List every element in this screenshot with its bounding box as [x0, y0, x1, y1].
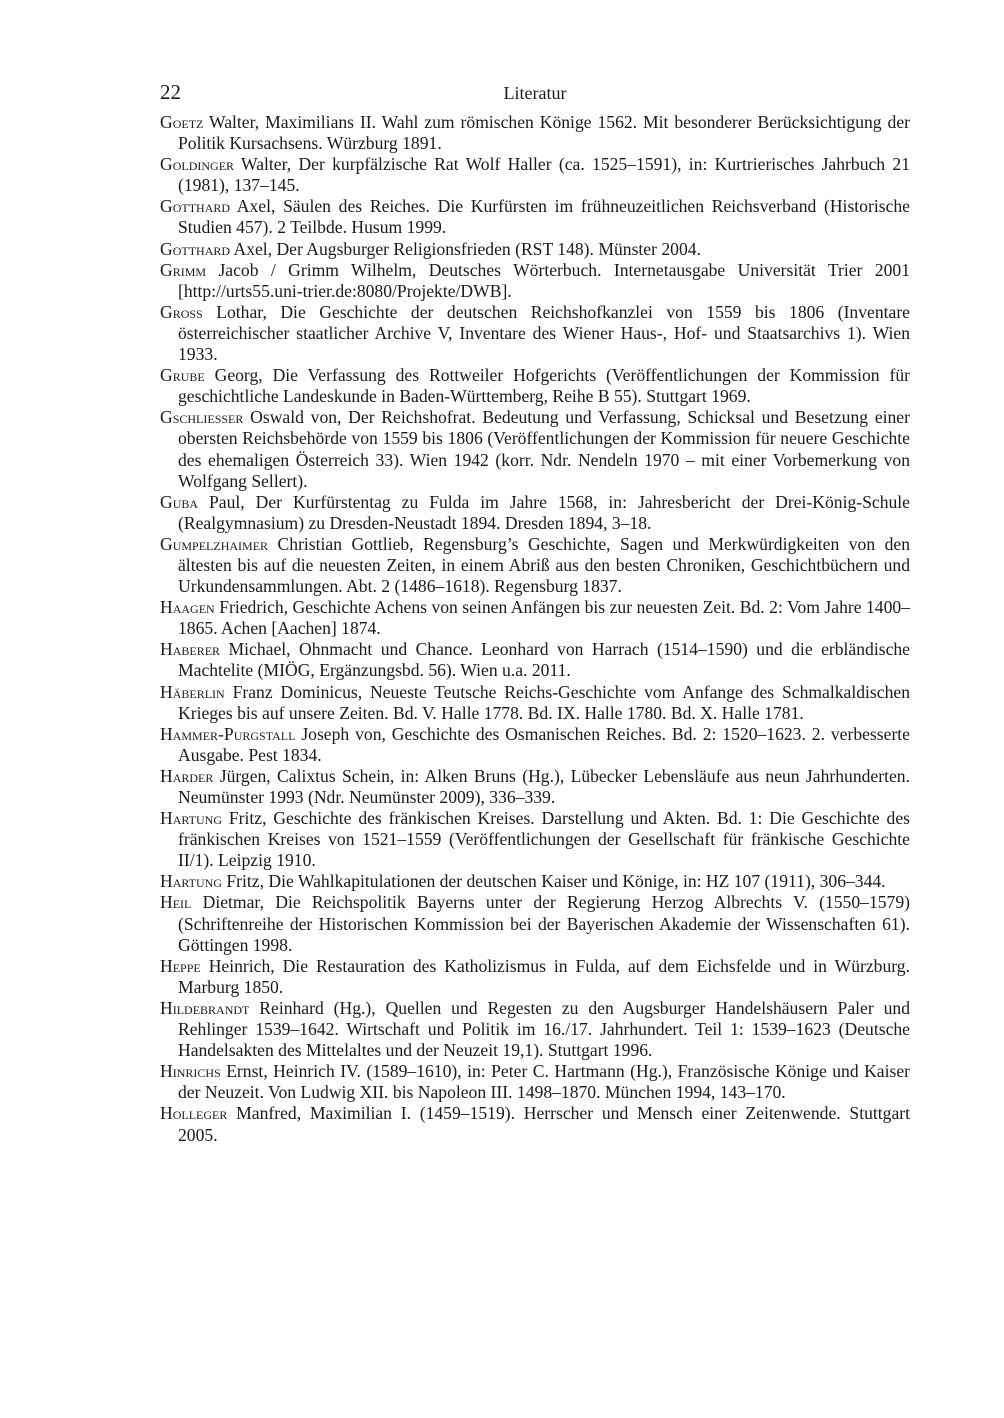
- entry-author: Hammer-Purgstall: [160, 723, 296, 744]
- entry-author: Gschliesser: [160, 407, 244, 428]
- entry-text: Jacob / Grimm Wilhelm, Deutsches Wörterbuch. Internetausgabe Universität Trier 2001 [http://urts55.uni-trier.de:8080/Projekte/DWB].: [178, 259, 910, 301]
- entry-author: Guba: [160, 491, 199, 512]
- entry-author: Hinrichs: [160, 1061, 221, 1082]
- entry-author: Haberer: [160, 639, 221, 660]
- bibliography-entry: [160, 154, 910, 196]
- bibliography-entry: [160, 1061, 910, 1103]
- entry-author: Hildebrandt: [160, 997, 250, 1018]
- entry-text: Lothar, Die Geschichte der deutschen Reichshofkanzlei von 1559 bis 1806 (Inventare österreichischer staatlicher Archive V, Inventare des Wiener Haus-, Hof- und Staatsarchivs 1). Wien 1933.: [178, 301, 910, 365]
- entry-text: Oswald von, Der Reichshofrat. Bedeutung und Verfassung, Schicksal und Besetzung einer obersten Reichsbehörde von 1559 bis 1806 (Veröffentlichungen der Kommission für neuere Geschichte des ehemaligen Österreich 33). Wien 1942 (korr. Ndr. Nendeln 1970 – mit einer Vorbemerkung von Wolfgang Sellert).: [178, 407, 910, 491]
- entry-text: Dietmar, Die Reichspolitik Bayerns unter der Regierung Herzog Albrechts V. (1550–1579) (Schriftenreihe der Historischen Kommission bei der Bayerischen Akademie der Wissenschaften 61). Göttingen 1998.: [178, 892, 910, 955]
- bibliography-entry: [160, 407, 910, 491]
- entry-author: Hartung: [160, 871, 222, 892]
- entry-author: Gotthard: [160, 196, 231, 217]
- entry-author: Häberlin: [160, 681, 225, 702]
- entry-author: Hartung: [160, 808, 222, 829]
- bibliography-entry: [160, 260, 910, 302]
- entry-author: Holleger: [160, 1103, 228, 1124]
- entry-author: Gumpelzhaimer: [160, 533, 269, 554]
- bibliography-entry: [160, 239, 910, 260]
- bibliography-entry: [160, 724, 910, 766]
- running-title: Literatur: [503, 83, 567, 103]
- entry-text: Paul, Der Kurfürstentag zu Fulda im Jahre 1568, in: Jahresbericht der Drei-König-Schule (Realgymnasium) zu Dresden-Neustadt 1894. Dresden 1894, 3–18.: [178, 491, 910, 533]
- bibliography-entry: [160, 892, 910, 955]
- entry-text: Axel, Der Augsburger Religionsfrieden (RST 148). Münster 2004.: [233, 238, 701, 259]
- entry-text: Franz Dominicus, Neueste Teutsche Reichs-Geschichte vom Anfange des Schmalkaldischen Krieges bis auf unsere Zeiten. Bd. V. Halle 1778. Bd. IX. Halle 1780. Bd. X. Halle 1781.: [178, 681, 910, 723]
- bibliography-entry: [160, 1103, 910, 1145]
- entry-text: Jürgen, Calixtus Schein, in: Alken Bruns (Hg.), Lübecker Lebensläufe aus neun Jahrhunderten. Neumünster 1993 (Ndr. Neumünster 2009), 336–339.: [178, 765, 910, 807]
- entry-author: Harder: [160, 765, 214, 786]
- bibliography-entry: [160, 639, 910, 681]
- running-head: [160, 78, 910, 110]
- page-number: 22: [160, 80, 181, 104]
- bibliography-entry: [160, 534, 910, 597]
- entry-text: Walter, Der kurpfälzische Rat Wolf Haller (ca. 1525–1591), in: Kurtrierisches Jahrbuch 21 (1981), 137–145.: [178, 154, 910, 196]
- bibliography-entry: [160, 956, 910, 998]
- bibliography-entry: [160, 302, 910, 365]
- entry-author: Heil: [160, 892, 192, 913]
- entry-author: Gross: [160, 301, 203, 322]
- bibliography-entry: [160, 112, 910, 154]
- bibliography-entry: [160, 998, 910, 1061]
- bibliography-entry: [160, 766, 910, 808]
- entry-author: Goetz: [160, 112, 204, 132]
- bibliography-entry: [160, 365, 910, 407]
- entry-author: Haagen: [160, 597, 215, 618]
- entry-text: Joseph von, Geschichte des Osmanischen Reiches. Bd. 2: 1520–1623. 2. verbesserte Ausgabe. Pest 1834.: [178, 723, 910, 765]
- entry-author: Heppe: [160, 955, 201, 976]
- bibliography-entry: [160, 871, 910, 892]
- entry-author: Gotthard: [160, 238, 231, 259]
- bibliography-list: [160, 112, 910, 1146]
- entry-text: Ernst, Heinrich IV. (1589–1610), in: Peter C. Hartmann (Hg.), Französische Könige und Kaiser der Neuzeit. Von Ludwig XII. bis Napoleon III. 1498–1870. München 1994, 143–170.: [178, 1061, 910, 1103]
- entry-text: Georg, Die Verfassung des Rottweiler Hofgerichts (Veröffentlichungen der Kommission für geschichtliche Landeskunde in Baden-Württemberg, Reihe B 55). Stuttgart 1969.: [178, 365, 911, 407]
- entry-text: Fritz, Die Wahlkapitulationen der deutschen Kaiser und Könige, in: HZ 107 (1911), 306–344.: [226, 871, 886, 892]
- page: [160, 78, 910, 1146]
- bibliography-entry: [160, 808, 910, 871]
- entry-text: Christian Gottlieb, Regensburg’s Geschichte, Sagen und Merkwürdigkeiten von den ältesten bis auf die neuesten Zeiten, in einem Abriß aus den besten Chroniken, Geschichtbüchern und Urkundensammlungen. Abt. 2 (1486–1618). Regensburg 1837.: [178, 533, 911, 597]
- entry-author: Grube: [160, 365, 205, 386]
- entry-text: Fritz, Geschichte des fränkischen Kreises. Darstellung und Akten. Bd. 1: Die Geschichte des fränkischen Kreises von 1521–1559 (Veröffentlichungen der Gesellschaft für fränkische Geschichte II/1). Leipzig 1910.: [178, 808, 910, 871]
- entry-author: Grimm: [160, 259, 207, 280]
- bibliography-entry: [160, 597, 910, 639]
- entry-text: Axel, Säulen des Reiches. Die Kurfürsten im frühneuzeitlichen Reichsverband (Historische Studien 457). 2 Teilbde. Husum 1999.: [178, 196, 910, 238]
- bibliography-entry: [160, 492, 910, 534]
- entry-text: Heinrich, Die Restauration des Katholizismus in Fulda, auf dem Eichsfelde und in Würzburg. Marburg 1850.: [178, 955, 910, 997]
- entry-text: Walter, Maximilians II. Wahl zum römischen Könige 1562. Mit besonderer Berücksichtigung der Politik Kursachsens. Würzburg 1891.: [178, 112, 910, 154]
- entry-text: Manfred, Maximilian I. (1459–1519). Herrscher und Mensch einer Zeitenwende. Stuttgart 2005.: [178, 1103, 911, 1145]
- entry-text: Michael, Ohnmacht und Chance. Leonhard von Harrach (1514–1590) und die erbländische Machtelite (MIÖG, Ergänzungsbd. 56). Wien u.a. 2011.: [178, 639, 910, 681]
- bibliography-entry: [160, 682, 910, 724]
- bibliography-entry: [160, 196, 910, 238]
- entry-author: Goldinger: [160, 154, 235, 175]
- entry-text: Friedrich, Geschichte Achens von seinen Anfängen bis zur neuesten Zeit. Bd. 2: Vom Jahre 1400–1865. Achen [Aachen] 1874.: [178, 597, 910, 639]
- entry-text: Reinhard (Hg.), Quellen und Regesten zu den Augsburger Handelshäusern Paler und Rehlinger 1539–1642. Wirtschaft und Politik im 16./17. Jahrhundert. Teil 1: 1539–1623 (Deutsche Handelsakten des Mittelaltes und der Neuzeit 19,1). Stuttgart 1996.: [178, 997, 910, 1061]
